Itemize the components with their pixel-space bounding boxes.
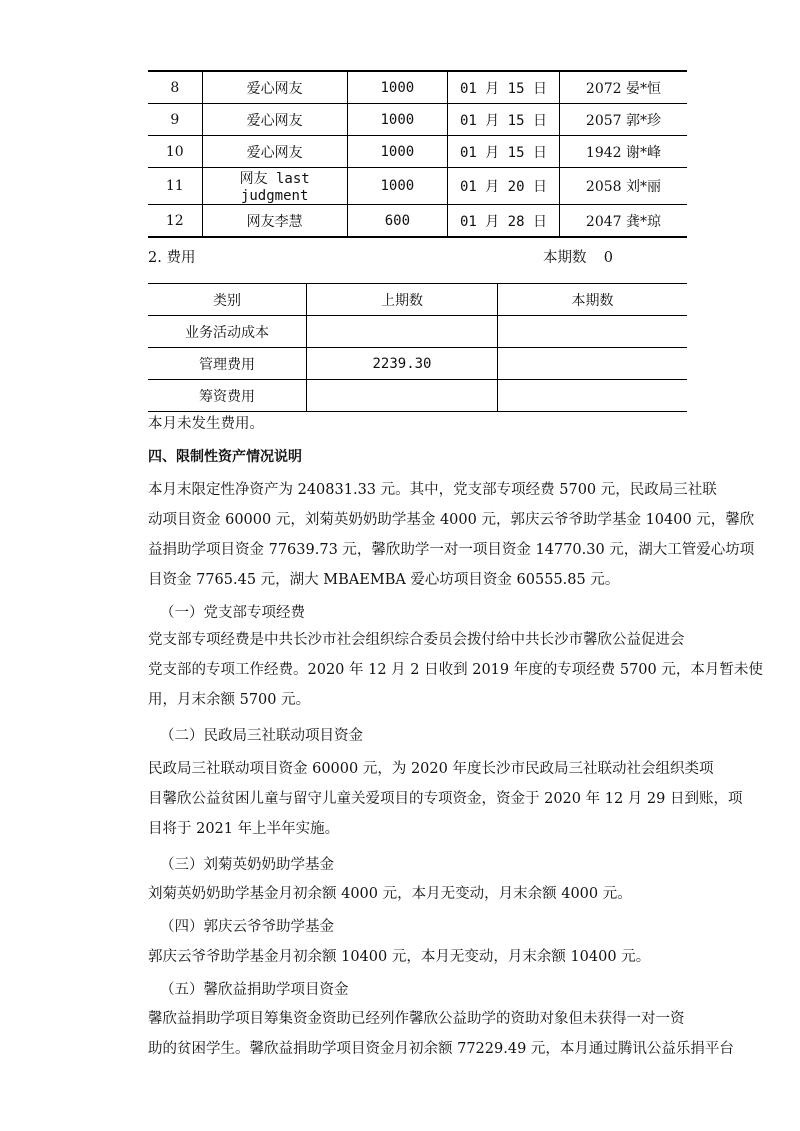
donation-date: 01 月 20 日 [448,168,560,205]
donation-amount: 1000 [347,136,447,168]
expense-category: 筹资费用 [148,380,307,412]
section-title: 四、限制性资产情况说明 [148,449,302,465]
donation-date: 01 月 15 日 [448,71,560,104]
expense-current [498,380,688,412]
paragraph-line: 党支部专项经费是中共长沙市社会组织综合委员会拨付给中共长沙市馨欣公益促进会 [148,632,685,648]
paragraph-line: 刘菊英奶奶助学基金月初余额 4000 元，本月无变动，月末余额 4000 元。 [148,886,632,902]
donation-amount: 600 [347,205,447,238]
expense-category: 管理费用 [148,348,307,380]
table-row [148,104,687,136]
donation-date: 01 月 28 日 [448,205,560,238]
intro-paragraph [148,475,755,595]
donor-name: 爱心网友 [202,104,347,136]
donation-amount: 1000 [347,71,447,104]
expense-current [498,348,688,380]
subsection-body [148,942,688,972]
table-row [148,136,687,168]
expense-previous [307,316,498,348]
paragraph-line: 益捐助学项目资金 77639.73 元，馨欣助学一对一项目资金 14770.30 元，湖大工管爱心坊项 [148,542,755,558]
donation-date: 01 月 15 日 [448,136,560,168]
paragraph-line: 助的贫困学生。馨欣益捐助学项目资金月初余额 77229.49 元，本月通过腾讯公益乐捐平台 [148,1041,734,1057]
table-row [148,316,687,348]
subsection-body [148,625,763,715]
expenses-period-summary [543,246,613,267]
subsection-title: （五）馨欣益捐助学项目资金 [160,982,349,998]
paragraph-line: 本月末限定性净资产为 240831.33 元。其中，党支部专项经费 5700 元，民政局三社联 [148,482,717,498]
donation-table [148,70,687,238]
header-current: 本期数 [571,292,614,309]
paragraph-line: 动项目资金 60000 元，刘菊英奶奶助学基金 4000 元，郭庆云爷爷助学基金 10400 元，馨欣 [148,512,755,528]
donation-ref: 2057 郭*珍 [559,104,687,136]
subsection-body [148,754,743,844]
period-value: 0 [603,250,613,266]
donation-ref: 1942 谢*峰 [559,136,687,168]
donation-ref: 2072 晏*恒 [585,80,662,97]
period-label: 本期数 [543,250,587,266]
expenses-heading: 2. 费用 [148,250,196,266]
subsection-body [148,879,688,909]
donation-ref: 2058 刘*丽 [559,168,687,205]
subsection-title: （三）刘菊英奶奶助学基金 [160,857,334,873]
donation-ref: 2047 龚*琼 [559,205,687,238]
paragraph-line: 党支部的专项工作经费。2020 年 12 月 2 日收到 2019 年度的专项经费 5700 元，本月暂未使 [148,662,763,678]
subsection-title: （二）民政局三社联动项目资金 [160,728,363,744]
donor-name: 网友李慧 [202,205,347,238]
subsection-title: （四）郭庆云爷爷助学基金 [160,919,334,935]
expense-previous [307,380,498,412]
paragraph-line: 目资金 7765.45 元，湖大 MBAEMBA 爱心坊项目资金 60555.85 元。 [148,572,620,588]
expenses-table [148,283,687,412]
donation-date: 01 月 15 日 [448,104,560,136]
expenses-header-row [148,284,687,316]
paragraph-line: 民政局三社联动项目资金 60000 元，为 2020 年度长沙市民政局三社联动社会组织类项 [148,761,714,777]
donation-amount: 1000 [347,168,447,205]
donation-no: 8 [148,71,202,104]
paragraph-line: 目将于 2021 年上半年实施。 [148,821,340,837]
expenses-note: 本月未发生费用。 [148,416,264,432]
paragraph-line: 馨欣益捐助学项目筹集资金资助已经列作馨欣公益助学的资助对象但未获得一对一资 [148,1011,685,1027]
expense-current [498,316,688,348]
subsection-body [148,1004,734,1064]
table-row [148,380,687,412]
donor-name: 网友 last judgment [202,168,347,205]
table-row [148,168,687,205]
table-row [148,205,687,238]
expense-category: 业务活动成本 [148,316,307,348]
donation-no: 10 [148,136,202,168]
header-previous: 上期数 [307,284,498,316]
donation-amount: 1000 [347,104,447,136]
subsection-title: （一）党支部专项经费 [160,605,305,621]
donation-no: 9 [148,104,202,136]
expense-previous: 2239.30 [307,348,498,380]
table-row [148,71,687,104]
donor-name: 爱心网友 [202,71,347,104]
paragraph-line: 郭庆云爷爷助学基金月初余额 10400 元，本月无变动，月末余额 10400 元。 [148,949,651,965]
table-row [148,348,687,380]
donation-no: 11 [148,168,202,205]
donor-name: 爱心网友 [202,136,347,168]
donation-no: 12 [148,205,202,238]
paragraph-line: 用，月末余额 5700 元。 [148,692,311,708]
paragraph-line: 目馨欣公益贫困儿童与留守儿童关爱项目的专项资金，资金于 2020 年 12 月 29 日到账，项 [148,791,743,807]
header-category: 类别 [148,284,307,316]
